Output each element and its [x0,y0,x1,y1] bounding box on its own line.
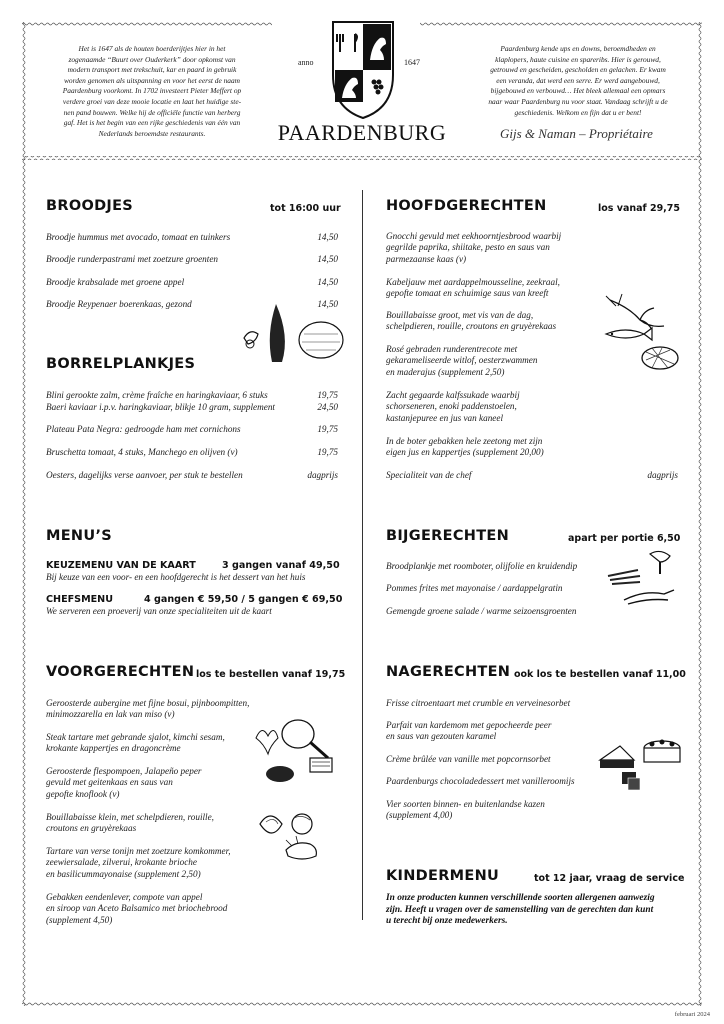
section-note-nagerechten: ook los te bestellen vanaf 11,00 [514,669,686,680]
section-title-broodjes: BROODJES [46,198,134,214]
menu-item: Oesters, dagelijks verse aanvoer, per stuk te bestellen [46,470,243,480]
menu-item: Gemengde groene salade / warme seizoensgroenten [386,606,577,616]
menu-item: Tartare van verse tonijn met zoetzure komkommer, zeewiersalade, zilverui, krokante brioche en basilicummayonaise (supplement 2,50) [46,846,231,879]
menu-item: Blini gerookte zalm, crème fraîche en haringkaviaar, 6 stuks [46,390,268,400]
keuzemenu-desc: Bij keuze van een voor- en een hoofdgerecht is het dessert van het huis [46,572,306,582]
menu-item: Gnocchi gevuld met eekhoorntjesbrood waarbij gegrilde paprika, shiitake, pesto en saus van parmezaanse kaas (v) [386,231,562,264]
section-title-menus: MENU’S [46,528,112,544]
menu-price: 19,75 [317,424,338,434]
allergen-notice: In onze producten kunnen verschillende soorten allergenen aanwezig zijn. Heeft u vragen over de samenstelling van de gerechten dan kunt u terecht bij onze medewerkers. [386,893,655,927]
section-note-broodjes: tot 16:00 uur [270,203,341,214]
history-text-left: Het is 1647 als de houten boerderijtjes hier in het zogenaamde “Buurt over Ouderkerk” door opkomst van modern transport met trekschuit, kar en paard in gebruik worden genomen als uitspanning en voor het eerst de naam Paardenburg voorkomt. In 1702 investeert Pieter Meffert op verdere groei van deze mooie locatie en laat het huidige ste- nen pand bouwen. Welke hij de officiële functie van herberg gaf. Het is het begin van een rijke geschiedenis van één van Nederlands beroemdste restaurants. [62,44,242,138]
menu-item: In de boter gebakken hele zeetong met zijn eigen jus en kappertjes (supplement 20,00) [386,436,544,458]
menu-price: 14,50 [317,254,338,264]
menu-item: Parfait van kardemom met gepocheerde peer en saus van gezouten karamel [386,720,552,742]
menu-item: Rosé gebraden runderentrecote met gekarameliseerde witlof, oesterzwammen en maderajus (supplement 2,50) [386,344,538,377]
menu-item: Frisse citroentaart met crumble en verveinesorbet [386,698,571,708]
section-title-bijgerechten: BIJGERECHTEN [386,528,510,544]
signature: Gijs & Naman – Propriétaire [500,126,653,141]
keuzemenu-price: 3 gangen vanaf 49,50 [222,560,340,571]
history-text-right: Paardenburg kende ups en downs, beroemdheden en klaplopers, haute cuisine en spareribs. Hier is gerouwd, getrouwd en gescheiden, gescholden en gelachen. Er kwam een veranda, dat werd een serre. Er werd aangebouwd, bijgebouwd en verbouwd… Het bleek allemaal een opmars naar waar Paardenburg nu voor staat. Vandaag schrijft u de geschiedenis. Welkom en fijn dat u er bent! [488,44,668,117]
menu-item: Broodje krabsalade met groene appel [46,277,185,287]
section-note-bijgerechten: apart per portie 6,50 [568,533,681,544]
menu-price: dagprijs [307,470,338,480]
lobster-fish-steak-illustration [600,290,682,385]
menu-price: 19,75 [317,390,338,400]
menu-item: Broodje runderpastrami met zoetzure groenten [46,254,218,264]
menu-item: Broodje hummus met avocado, tomaat en tuinkers [46,232,231,242]
menu-price: 14,50 [317,232,338,242]
menu-price: 14,50 [317,299,338,309]
menu-price: dagprijs [647,470,678,480]
ham-bread-illustration [236,298,346,373]
column-divider [362,190,363,920]
menu-item: Bouillabaisse groot, met vis van de dag, schelpdieren, rouille, croutons en gruyèrekaas [386,310,557,332]
chefsmenu-title: CHEFSMENU [46,594,114,605]
menu-item: Pommes frites met mayonaise / aardappelgratin [386,583,563,593]
menu-item: Baeri kaviaar i.p.v. haringkaviaar, blikje 10 gram, supplement [46,402,275,412]
menu-price: 19,75 [317,447,338,457]
vegetables-illustration [604,548,682,615]
anno-year: 1647 [404,58,420,67]
menu-item: Geroosterde aubergine met fijne bosui, pijnboompitten, minimozzarella en lak van miso (v) [46,698,250,720]
print-date: februari 2024 [674,1011,710,1018]
menu-item: Plateau Pata Negra: gedroogde ham met cornichons [46,424,241,434]
section-title-hoofdgerechten: HOOFDGERECHTEN [386,198,547,214]
section-note-kindermenu: tot 12 jaar, vraag de service [534,873,685,884]
section-title-borrelplankjes: BORRELPLANKJES [46,356,196,372]
menu-item: Bruschetta tomaat, 4 stuks, Manchego en olijven (v) [46,447,238,457]
menu-item: Gebakken eendenlever, compote van appel en siroop van Aceto Balsamico met briochebrood (supplement 4,50) [46,892,228,925]
starters-illustration [252,712,342,887]
menu-item: Bouillabaisse klein, met schelpdieren, rouille, croutons en gruyèrekaas [46,812,214,834]
menu-item: Crème brûlée van vanille met popcornsorbet [386,754,551,764]
keuzemenu-title: KEUZEMENU VAN DE KAART [46,560,196,571]
section-note-voorgerechten: los te bestellen vanaf 19,75 [196,669,346,680]
menu-item: Broodje Reypenaer boerenkaas, gezond [46,299,192,309]
desserts-illustration [596,734,686,799]
menu-item: Steak tartare met gebrande sjalot, kimchi sesam, krokante kappertjes en dragoncrème [46,732,225,754]
section-title-kindermenu: KINDERMENU [386,868,500,884]
menu-item: Geroosterde flespompoen, Jalapeño peper gevuld met geitenkaas en saus van gepofte knoflook (v) [46,766,202,799]
chefsmenu-desc: We serveren een proeverij van onze specialiteiten uit de kaart [46,606,272,616]
menu-item: Broodplankje met roomboter, olijfolie en kruidendip [386,561,578,571]
menu-item: Paardenburgs chocoladedessert met vanilleroomijs [386,776,575,786]
section-title-nagerechten: NAGERECHTEN [386,664,511,680]
section-note-hoofdgerechten: los vanaf 29,75 [598,203,681,214]
chefsmenu-price: 4 gangen € 59,50 / 5 gangen € 69,50 [144,594,343,605]
menu-item: Zacht gegaarde kalfssukade waarbij schorseneren, enoki paddenstoelen, kastanjepuree en jus van kaneel [386,390,520,423]
anno-label: anno [298,58,314,67]
menu-item: Vier soorten binnen- en buitenlandse kazen (supplement 4,00) [386,799,545,821]
menu-price: 24,50 [317,402,338,412]
section-title-voorgerechten: VOORGERECHTEN [46,664,195,680]
menu-item: Kabeljauw met aardappelmousseline, zeekraal, gepofte tomaat en schuimige saus van kreeft [386,277,560,299]
menu-price: 14,50 [317,277,338,287]
menu-item: Specialiteit van de chef [386,470,472,480]
brand-name: PAARDENBURG [277,120,447,145]
